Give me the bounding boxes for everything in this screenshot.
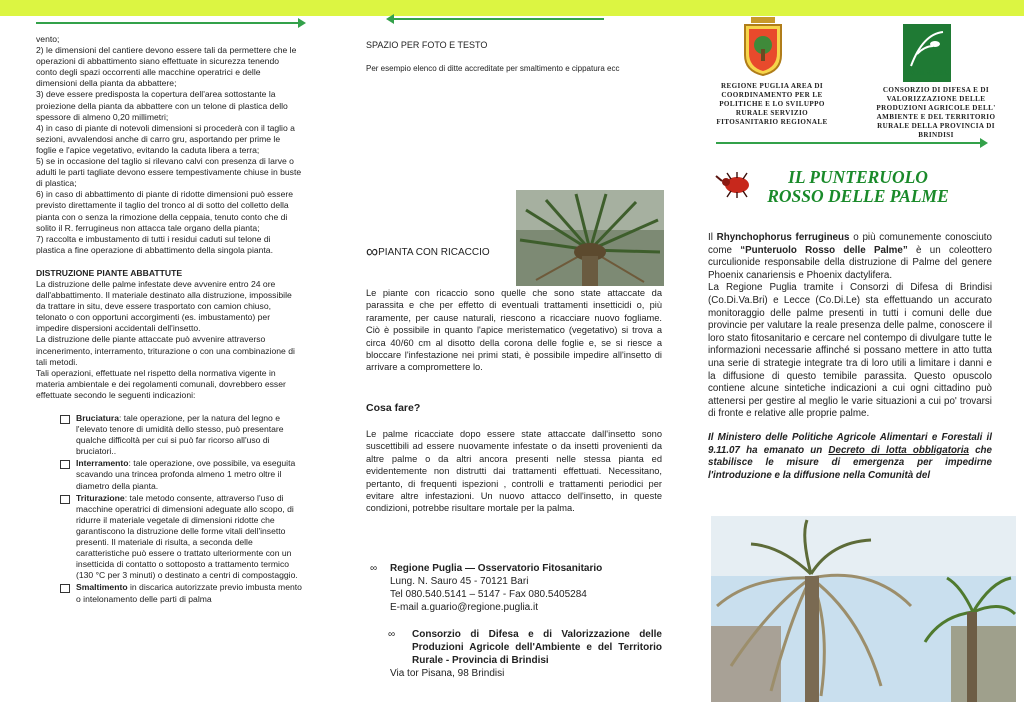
method-text: [76, 413, 302, 457]
decree-text-a: Il Ministero delle Politiche Agricole Alimentari e Forestali il 9.11.07 ha emanato un: [708, 431, 992, 456]
column-left: [36, 34, 302, 606]
monitoring-paragraph: La Regione Puglia tramite i Consorzi di Difesa di Brindisi (Co.Di.Va.Bri) e Lecce (Co.Di.Le) sta effettuando un accurato monitoraggio delle palme presenti in tutti i comuni delle due provincie per valutare la reale presenza delle palme, conoscere il loro stato fitosanitario e cercare nel contempo di divulgare tutte le informazioni necessarie affinché si possano mettere in atto tutta una serie di strategie integrate tra di loro utili a limitare i danni e la diffusione di questo temibile parassita. Questo opuscolo contiene alcune sintetiche indicazioni a cui ogni cittadino può attenersi per gestire al meglio le varie situazioni a cui po' trovarsi di fronte e relative alle proprie palme.: [708, 282, 992, 420]
contact1-phone: Tel 080.540.5141 – 5147 - Fax 080.5405284: [390, 589, 587, 600]
title-line-2: ROSSO DELLE PALME: [767, 186, 949, 206]
intro-text-a: Il: [708, 232, 717, 243]
method-term: Triturazione: [76, 492, 125, 503]
checkbox-icon: [60, 460, 70, 469]
list-item: 3) deve essere predisposta la copertura dell'area sottostante la proiezione della pianta da abbattere con un telone di plastica dello spessore di almeno 0,20 millimetri;: [36, 89, 288, 122]
codivabri-logo-text: CO.DI.VA.BRI: [904, 70, 950, 77]
contact2-name: Consorzio di Difesa e di Valorizzazione delle Produzioni Agricole dell'Ambiente e del Territorio Rurale - Provincia di Brindisi: [412, 629, 662, 666]
section-heading-distruzione: DISTRUZIONE PIANTE ABBATTUTE: [36, 267, 183, 278]
methods-list: [36, 413, 302, 605]
method-term: Interramento: [76, 458, 129, 469]
intro-text-c: è un coleottero curculionide responsabile della distruzione di Palme del genere Phoenix canariensis e Phoenix dactylifera.: [708, 244, 992, 281]
consorzio-org-name: CONSORZIO DI DIFESA E DI VALORIZZAZIONE DELLE PRODUZIONI AGRICOLE DELL' AMBIENTE E DEL TERRITORIO RURALE DELLA PROVINCIA DI BRINDISI: [876, 86, 996, 139]
ricaccio-palm-photo: [516, 190, 664, 286]
contact-consorzio: [388, 628, 662, 667]
list-item: 2) le dimensioni del cantiere devono essere tali da permettere che le operazioni di abbattimento siano effettuate in sicurezza tenendo conto degli spazi occorrenti alle macchine operatrici e delle dimensioni della pianta da abbattere;: [36, 45, 297, 89]
arrow-right-col3: [716, 142, 986, 144]
species-name: Rhynchophorus ferrugineus: [716, 232, 850, 243]
regione-puglia-crest-icon: [741, 17, 785, 77]
ricaccio-text: Le piante con ricaccio sono quelle che sono state attaccate da parassita e che per effetto di eventuali trattamenti insetticidi o, più raramente, per cause naturali, riescono a ricacciare nuovo fogliame. Ciò è possibile in quanto l'apice meristematico (vegetativo) si trova a circa 40/60 cm al disotto della corona delle foglie e, se si riesce a bloccare l'infestazione nei primi stati, è possibile impedire all'insetto di arrivare a compromettere lo.: [366, 288, 662, 373]
contact1-name: Regione Puglia — Osservatorio Fitosanitario: [390, 563, 603, 574]
paragraph: Tali operazioni, effettuate nel rispetto della normativa vigente in materia ambientale e dei regolamenti comunali, dovrebbero esser effettuate secondo le seguenti indicazioni:: [36, 367, 286, 400]
method-item: [36, 493, 302, 582]
method-item: [36, 413, 302, 457]
regione-org-name: REGIONE PUGLIA AREA DI COORDINAMENTO PER LE POLITICHE E LO SVILUPPO RURALE SERVIZIO FITOSANITARIO REGIONALE: [716, 82, 828, 126]
list-item: 4) in caso di piante di notevoli dimensioni si procederà con il taglio a sezioni, avvalendosi anche di carro gru, asportando per prime le foglie e l'apice vegetativo, evitando la caduta libera a terra;: [36, 122, 295, 155]
ricaccio-label: PIANTA CON RICACCIO: [378, 247, 490, 258]
method-text: [76, 493, 302, 582]
method-description: : tale operazione, ove possibile, va eseguita scavando una trincea profonda almeno 1 metro oltre il diametro della pianta.: [76, 458, 296, 491]
list-item: vento;: [36, 34, 60, 44]
infinity-bullet-icon: ∞: [366, 242, 379, 261]
method-item: [36, 458, 302, 491]
distruzione-paragraphs: [36, 279, 302, 401]
method-description: : tale metodo consente, attraverso l'uso di macchine operatrici di dimensioni adeguate allo scopo, di ridurre il materiale vegetale di dimensioni ridotte che garantiscono la distruzione delle forme vitali dell'insetto presenti. Il materiale di risulta, a seconda delle caratteristiche può essere o trattato ulteriormente con un insetticida di contatto o sottoposto a trattamento termico (130 °C per 3 minuti) o destinato a centri di compostaggio.: [76, 492, 298, 581]
contact1-address: Lung. N. Sauro 45 - 70121 Bari: [390, 576, 529, 587]
paragraph: La distruzione delle piante attaccate può avvenire attraverso incenerimento, interramento, triturazione o con una combinazione di tali metodi.: [36, 334, 295, 367]
checkbox-icon: [60, 415, 70, 424]
method-term: Smaltimento: [76, 582, 128, 593]
spazio-title: SPAZIO PER FOTO E TESTO: [366, 40, 488, 50]
list-item: 6) in caso di abbattimento di piante di ridotte dimensioni può essere previsto direttamente il taglio del tronco al di sotto del colletto della pianta con o senza la rimozione della ceppaia, tenuto conto che di solito il R. ferrugineus non attacca tale organo della pianta;: [36, 189, 294, 233]
decree-text-b: che stabilisce le misure di emergenza per impedirne l'introduzione e la diffusione nella Comunità del: [708, 444, 992, 481]
title-line-1: IL PUNTERUOLO: [788, 167, 928, 187]
cosa-fare-heading: Cosa fare?: [366, 402, 421, 414]
ricaccio-label-row: [366, 242, 490, 262]
infinity-bullet-icon: ∞: [370, 563, 378, 574]
top-color-band: [0, 0, 1024, 16]
infinity-bullet-icon: ∞: [388, 629, 396, 640]
column-middle: [366, 40, 664, 73]
method-description: in discarica autorizzate previo imbusta mento o intelonamento delle parti di palma: [76, 582, 302, 604]
method-term: Bruciatura: [76, 413, 119, 423]
list-item: 7) raccolta e imbustamento di tutti i residui caduti sul telone di plastica a fine operazione di abbattimento della singola pianta.: [36, 233, 273, 255]
cosa-fare-text: Le palme ricacciate dopo essere state attaccate dall'insetto sono suscettibili ad essere nuovamente infestate o da insetti provenienti da altre palme o da altri ancora presenti nelle stessa pianta ed evidentemente non distrutti dai trattamenti effettuati. Necessitano, pertanto, di frequenti ispezioni , controlli e trattamenti periodici per evitare altre infestazioni. Un nuovo attacco dell'insetto, in queste condizioni, potrebbe risultare mortale per la palma.: [366, 429, 662, 514]
contact1-email[interactable]: E-mail a.guario@regione.puglia.it: [390, 602, 539, 613]
arrow-right-decor: [36, 22, 304, 24]
common-name: “Punteruolo Rosso delle Palme”: [740, 244, 908, 256]
checkbox-icon: [60, 584, 70, 593]
contact-regione: [370, 562, 660, 614]
list-item: 5) se in occasione del taglio si rilevano calvi con presenza di larve o adulti le parti tagliate devono essere tempestivamente chiuse in buste di plastica;: [36, 156, 302, 189]
paragraph: La distruzione delle palme infestate deve avvenire entro 24 ore dall'abbattimento. Il materiale destinato alla distruzione, impossibile da trattare in situ, deve essere trasportato con camion chiuso, telonato o con opportuni accorgimenti (es. imbustamento) per impedire dispersioni accidentali dell'insetto.: [36, 278, 292, 334]
checkbox-icon: [60, 495, 70, 504]
intro-paragraph: [708, 232, 992, 482]
method-text: [76, 582, 302, 604]
method-description: : tale operazione, per la natura del legno e l'elevato tenore di umidità dello stesso, può presentare qualche difficoltà per cui si può far ricorso all'uso di bruciatori..: [76, 413, 284, 457]
brochure-title: [748, 168, 968, 206]
method-item: [36, 582, 302, 604]
infested-palm-photo: [711, 516, 1016, 702]
abbattimento-steps: [36, 34, 302, 256]
method-text: [76, 458, 302, 491]
arrow-left-decor: [388, 18, 604, 20]
decree-link: Decreto di lotta obbligatoria: [828, 444, 969, 456]
intro-text-b: o più comunemente conosciuto come: [708, 232, 992, 256]
decree-paragraph: [708, 432, 992, 482]
contact2-address: Via tor Pisana, 98 Brindisi: [390, 668, 505, 679]
spazio-subtitle: Per esempio elenco di ditte accreditate per smaltimento e cippatura ecc: [366, 64, 620, 73]
